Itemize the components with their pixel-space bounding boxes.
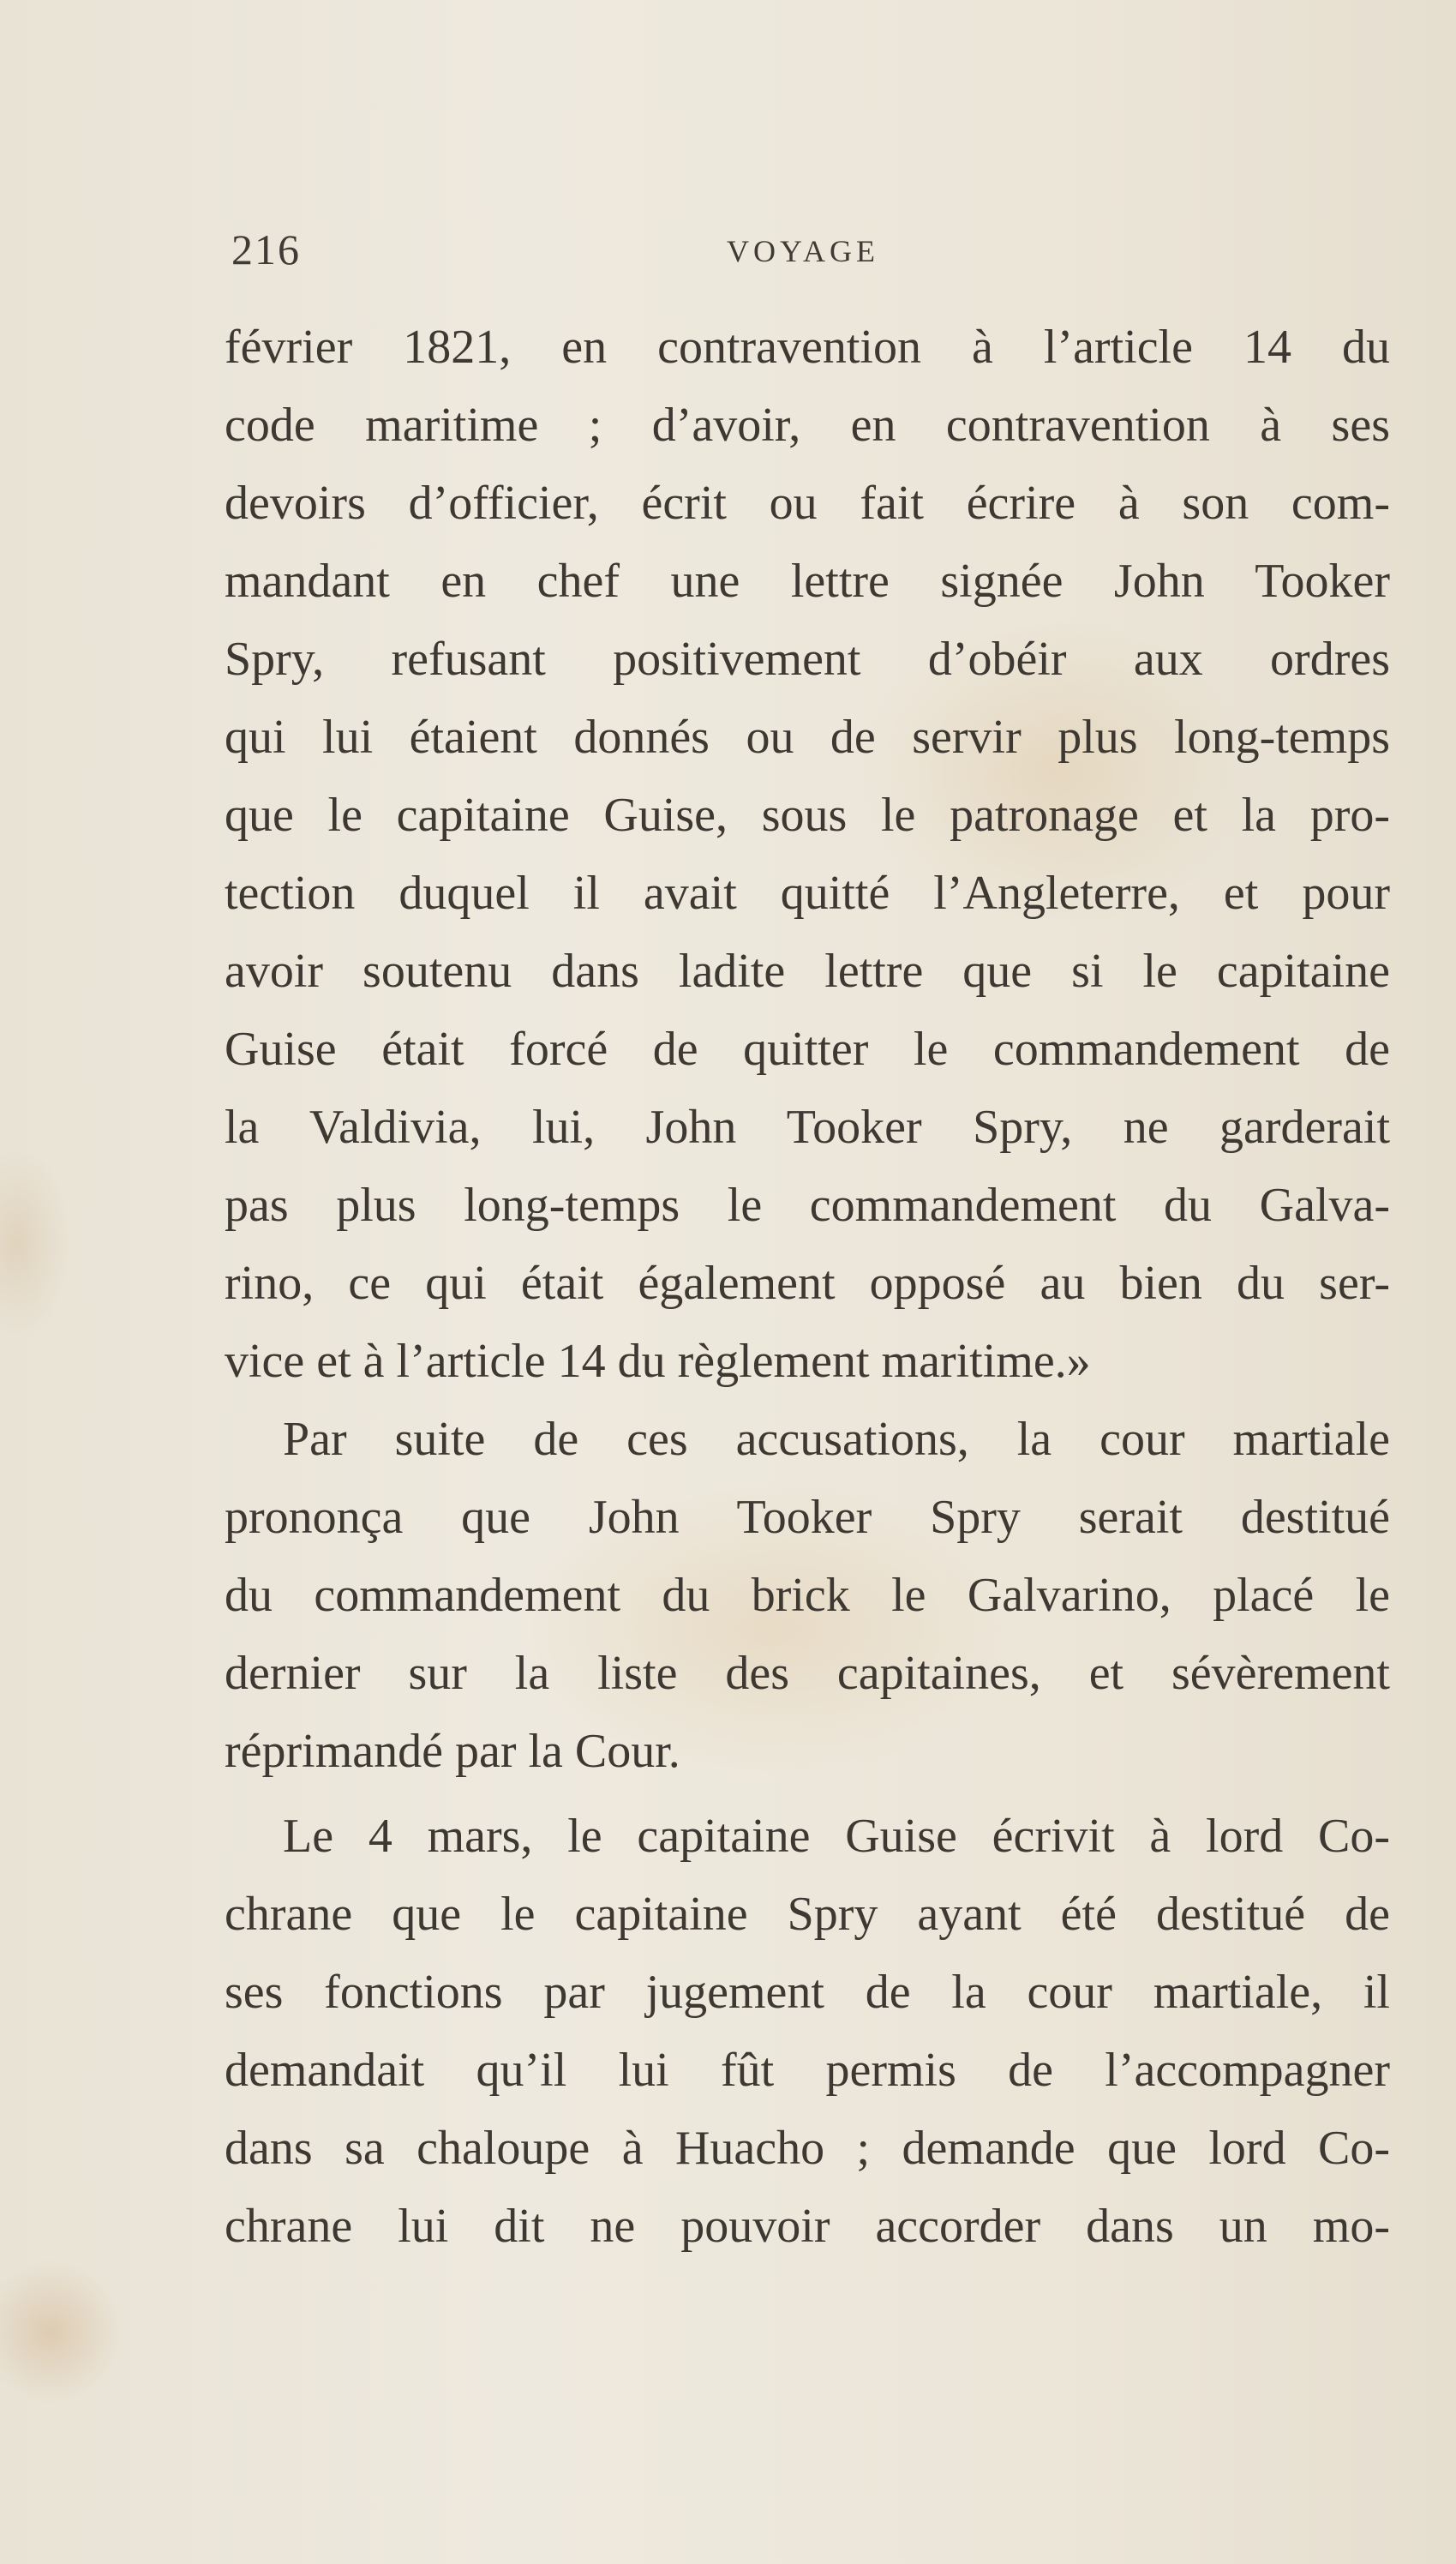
body-text xyxy=(225,309,1390,2266)
text-line: mandant en chef une lettre signée John Tooker xyxy=(225,555,1390,608)
text-line: vice et à l’article 14 du règlement maritime.» xyxy=(225,1335,1091,1388)
text-line: février 1821, en contravention à l’article 14 du xyxy=(225,321,1390,374)
text-line: chrane que le capitaine Spry ayant été destitué de xyxy=(225,1888,1390,1941)
text-line: chrane lui dit ne pouvoir accorder dans un mo- xyxy=(225,2200,1390,2253)
text-line: réprimandé par la Cour. xyxy=(225,1725,680,1778)
text-line: code maritime ; d’avoir, en contravention à ses xyxy=(225,399,1390,452)
text-line: qui lui étaient donnés ou de servir plus long-temps xyxy=(225,711,1390,764)
paragraph-first-line: Le 4 mars, le capitaine Guise écrivit à lord Co- xyxy=(283,1810,1390,1863)
text-line: tection duquel il avait quitté l’Angleterre, et pour xyxy=(225,867,1390,920)
paragraph-first-line: Par suite de ces accusations, la cour martiale xyxy=(283,1413,1390,1466)
text-line: pas plus long-temps le commandement du Galva- xyxy=(225,1179,1390,1232)
text-line: devoirs d’officier, écrit ou fait écrire à son com- xyxy=(225,477,1390,530)
text-line: Spry, refusant positivement d’obéir aux ordres xyxy=(225,633,1390,686)
text-line: prononça que John Tooker Spry serait destitué xyxy=(225,1491,1390,1544)
text-line: dans sa chaloupe à Huacho ; demande que lord Co- xyxy=(225,2122,1390,2175)
text-line: dernier sur la liste des capitaines, et sévèrement xyxy=(225,1647,1390,1700)
page-number: 216 xyxy=(231,225,301,273)
text-line: Guise était forcé de quitter le commandement de xyxy=(225,1023,1390,1076)
running-head: VOYAGE xyxy=(727,234,879,268)
text-line: rino, ce qui était également opposé au bien du ser- xyxy=(225,1257,1390,1310)
page-header xyxy=(231,225,1384,276)
text-line: la Valdivia, lui, John Tooker Spry, ne garderait xyxy=(225,1101,1390,1154)
text-line: du commandement du brick le Galvarino, placé le xyxy=(225,1569,1390,1622)
text-line: que le capitaine Guise, sous le patronage et la pro- xyxy=(225,789,1390,842)
text-line: demandait qu’il lui fût permis de l’accompagner xyxy=(225,2044,1390,2097)
text-line: ses fonctions par jugement de la cour martiale, il xyxy=(225,1966,1390,2019)
text-line: avoir soutenu dans ladite lettre que si le capitaine xyxy=(225,945,1390,998)
